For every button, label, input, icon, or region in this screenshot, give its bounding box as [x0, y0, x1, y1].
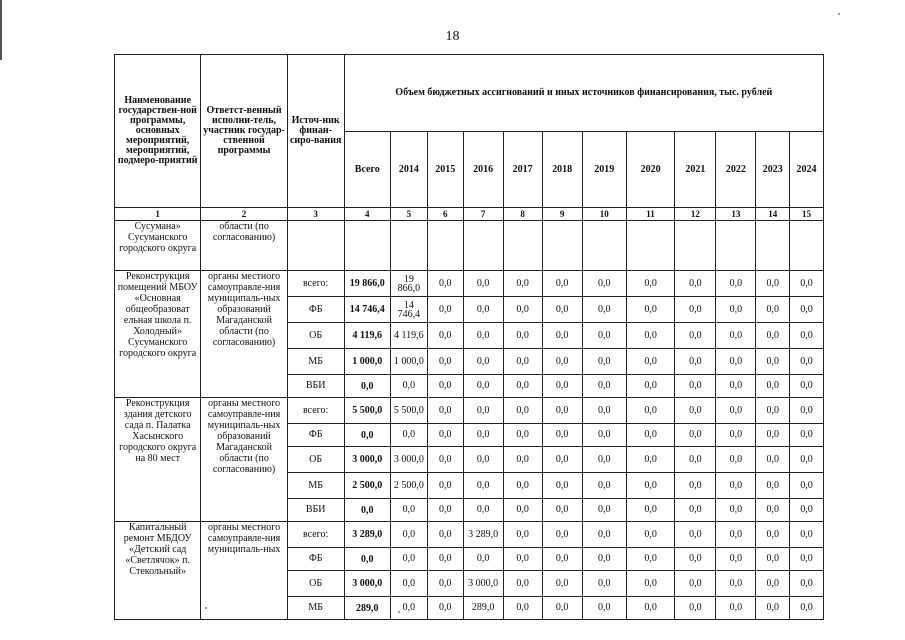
value-cell: 3 289,0 [463, 522, 503, 548]
value-cell: 0,0 [716, 447, 756, 473]
source-cell: всего: [287, 522, 344, 548]
value-cell: 0,0 [390, 571, 427, 597]
value-cell: 0,0 [790, 473, 824, 499]
value-cell: 0,0 [716, 522, 756, 548]
page-number: 18 [445, 29, 460, 44]
value-cell: 0,0 [790, 571, 824, 597]
header-year: 2023 [756, 132, 790, 208]
source-cell: ФБ [287, 548, 344, 571]
table-row [115, 398, 824, 424]
column-number: 3 [287, 208, 344, 221]
value-cell: 0,0 [626, 597, 674, 620]
header-year: 2016 [463, 132, 503, 208]
value-cell: 0,0 [542, 597, 582, 620]
value-cell: 0,0 [626, 271, 674, 297]
value-cell: 0,0 [626, 522, 674, 548]
header-year: 2017 [503, 132, 542, 208]
value-cell: 0,0 [675, 297, 716, 323]
value-cell: 0,0 [675, 323, 716, 349]
value-cell: 0,0 [626, 297, 674, 323]
value-cell: 0,0 [756, 473, 790, 499]
column-number: 7 [463, 208, 503, 221]
responsible-cell: органы местного самоуправле-ния муниципаль-ных образований Магаданской области (по согласованию) [201, 271, 287, 398]
value-cell: 0,0 [390, 375, 427, 398]
value-cell: 0,0 [503, 271, 542, 297]
table-row [115, 522, 824, 548]
value-cell: 0,0 [675, 349, 716, 375]
value-cell: 0,0 [756, 271, 790, 297]
value-cell: 0,0 [503, 522, 542, 548]
total-cell: 289,0 [344, 597, 390, 620]
value-cell: 0,0 [626, 473, 674, 499]
value-cell: 0,0 [626, 424, 674, 447]
total-cell: 3 000,0 [344, 447, 390, 473]
empty-cell [756, 221, 790, 271]
value-cell: 0,0 [427, 522, 463, 548]
total-cell: 14 746,4 [344, 297, 390, 323]
source-cell: ОБ [287, 571, 344, 597]
header-year: 2020 [626, 132, 674, 208]
empty-cell [390, 221, 427, 271]
value-cell: 0,0 [675, 499, 716, 522]
value-cell: 0,0 [790, 424, 824, 447]
program-name-cell: Капитальный ремонт МБДОУ «Детский сад «Светлячок» п. Стекольный» [115, 522, 201, 620]
header-year: 2024 [790, 132, 824, 208]
value-cell: 0,0 [756, 375, 790, 398]
value-cell: 0,0 [716, 499, 756, 522]
column-number: 11 [626, 208, 674, 221]
value-cell: 0,0 [716, 597, 756, 620]
header-year: 2015 [427, 132, 463, 208]
value-cell: 0,0 [756, 548, 790, 571]
value-cell: 0,0 [542, 548, 582, 571]
value-cell: 0,0 [503, 499, 542, 522]
value-cell: 0,0 [790, 323, 824, 349]
table-row [115, 221, 824, 271]
value-cell: 0,0 [463, 447, 503, 473]
value-cell: 0,0 [716, 424, 756, 447]
value-cell: 0,0 [756, 447, 790, 473]
budget-table [114, 54, 824, 620]
value-cell: 0,0 [503, 349, 542, 375]
value-cell: 0,0 [582, 424, 626, 447]
value-cell: 0,0 [390, 597, 427, 620]
value-cell: 0,0 [626, 323, 674, 349]
column-number: 4 [344, 208, 390, 221]
responsible-cell: органы местного самоуправле-ния муниципаль-ных образований Магаданской области (по согласованию) [201, 398, 287, 522]
value-cell: 0,0 [790, 349, 824, 375]
value-cell: 0,0 [626, 499, 674, 522]
value-cell: 0,0 [427, 271, 463, 297]
program-name-cell: Реконструкция помещений МБОУ «Основная общеобразоват ельная школа п. Холодный» Сусуманского городского округа [115, 271, 201, 398]
total-cell: 0,0 [344, 548, 390, 571]
total-cell: 5 500,0 [344, 398, 390, 424]
source-cell: ВБИ [287, 499, 344, 522]
total-cell: 0,0 [344, 424, 390, 447]
empty-cell [626, 221, 674, 271]
value-cell: 0,0 [675, 424, 716, 447]
column-number: 5 [390, 208, 427, 221]
responsible-cell: органы местного самоуправле-ния муниципаль-ных [201, 522, 287, 620]
value-cell: 0,0 [675, 271, 716, 297]
empty-cell [582, 221, 626, 271]
value-cell: 0,0 [390, 424, 427, 447]
column-number: 10 [582, 208, 626, 221]
table-row [115, 271, 824, 297]
value-cell: 0,0 [542, 522, 582, 548]
value-cell: 0,0 [790, 548, 824, 571]
value-cell: 0,0 [675, 375, 716, 398]
value-cell: 0,0 [716, 297, 756, 323]
value-cell: 0,0 [542, 349, 582, 375]
header-year: 2019 [582, 132, 626, 208]
value-cell: 0,0 [542, 473, 582, 499]
value-cell: 0,0 [626, 375, 674, 398]
value-cell: 0,0 [427, 473, 463, 499]
column-number: 6 [427, 208, 463, 221]
value-cell: 0,0 [503, 297, 542, 323]
value-cell: 0,0 [582, 571, 626, 597]
source-cell: ФБ [287, 297, 344, 323]
source-cell: МБ [287, 597, 344, 620]
value-cell: 0,0 [716, 548, 756, 571]
value-cell: 0,0 [582, 297, 626, 323]
empty-cell [427, 221, 463, 271]
empty-cell [675, 221, 716, 271]
value-cell: 0,0 [582, 375, 626, 398]
total-cell: 4 119,6 [344, 323, 390, 349]
value-cell: 0,0 [675, 571, 716, 597]
value-cell: 0,0 [756, 424, 790, 447]
value-cell: 0,0 [756, 398, 790, 424]
value-cell: 0,0 [390, 548, 427, 571]
value-cell: 0,0 [427, 424, 463, 447]
value-cell: 0,0 [582, 522, 626, 548]
column-number: 15 [790, 208, 824, 221]
program-name-cell: Сусумана» Сусуманского городского округа [115, 221, 201, 271]
value-cell: 0,0 [427, 499, 463, 522]
empty-cell [287, 221, 344, 271]
value-cell: 0,0 [503, 375, 542, 398]
value-cell: 0,0 [503, 548, 542, 571]
value-cell: 0,0 [463, 349, 503, 375]
value-cell: 0,0 [756, 323, 790, 349]
value-cell: 0,0 [582, 499, 626, 522]
value-cell: 0,0 [716, 349, 756, 375]
value-cell: 0,0 [542, 571, 582, 597]
value-cell: 0,0 [463, 473, 503, 499]
value-cell: 0,0 [582, 323, 626, 349]
value-cell: 0,0 [790, 522, 824, 548]
value-cell: 0,0 [675, 473, 716, 499]
source-cell: всего: [287, 271, 344, 297]
empty-cell [503, 221, 542, 271]
total-cell: 2 500,0 [344, 473, 390, 499]
column-number: 9 [542, 208, 582, 221]
column-number: 13 [716, 208, 756, 221]
value-cell: 0,0 [716, 571, 756, 597]
value-cell: 0,0 [463, 499, 503, 522]
value-cell: 0,0 [463, 398, 503, 424]
value-cell: 0,0 [582, 271, 626, 297]
value-cell: 0,0 [626, 548, 674, 571]
value-cell: 0,0 [790, 271, 824, 297]
value-cell: 0,0 [582, 398, 626, 424]
value-cell: 0,0 [582, 548, 626, 571]
value-cell: 0,0 [790, 398, 824, 424]
header-responsible: Ответст-венный исполни-тель, участник государ-ственной программы [201, 55, 287, 208]
value-cell: 0,0 [503, 447, 542, 473]
value-cell: 0,0 [542, 499, 582, 522]
empty-cell [790, 221, 824, 271]
source-cell: МБ [287, 473, 344, 499]
scan-speck [838, 13, 840, 15]
value-cell: 0,0 [675, 522, 716, 548]
header-year: 2018 [542, 132, 582, 208]
value-cell: 0,0 [390, 522, 427, 548]
value-cell: 0,0 [716, 323, 756, 349]
header-source: Источ-ник финан-сиро-вания [287, 55, 344, 208]
program-name-cell: Реконструкция здания детского сада п. Палатка Хасынского городского округа на 80 мест [115, 398, 201, 522]
value-cell: 0,0 [756, 499, 790, 522]
value-cell: 0,0 [716, 398, 756, 424]
value-cell: 0,0 [542, 398, 582, 424]
value-cell: 0,0 [756, 297, 790, 323]
value-cell: 0,0 [675, 597, 716, 620]
value-cell: 0,0 [675, 548, 716, 571]
value-cell: 0,0 [716, 473, 756, 499]
value-cell: 0,0 [626, 349, 674, 375]
value-cell: 0,0 [675, 447, 716, 473]
value-cell: 0,0 [756, 522, 790, 548]
value-cell: 0,0 [427, 571, 463, 597]
value-cell: 0,0 [390, 499, 427, 522]
total-cell: 0,0 [344, 375, 390, 398]
value-cell: 1 000,0 [390, 349, 427, 375]
value-cell: 0,0 [542, 271, 582, 297]
source-cell: МБ [287, 349, 344, 375]
value-cell: 0,0 [790, 597, 824, 620]
value-cell: 0,0 [427, 349, 463, 375]
value-cell: 0,0 [790, 375, 824, 398]
value-cell: 0,0 [756, 571, 790, 597]
value-cell: 0,0 [542, 424, 582, 447]
column-number: 8 [503, 208, 542, 221]
value-cell: 0,0 [756, 597, 790, 620]
value-cell: 0,0 [716, 271, 756, 297]
value-cell: 0,0 [582, 447, 626, 473]
source-cell: ВБИ [287, 375, 344, 398]
value-cell: 0,0 [582, 473, 626, 499]
value-cell: 0,0 [675, 398, 716, 424]
value-cell: 19 866,0 [390, 271, 427, 297]
value-cell: 0,0 [716, 375, 756, 398]
total-cell: 19 866,0 [344, 271, 390, 297]
value-cell: 0,0 [626, 447, 674, 473]
value-cell: 0,0 [790, 447, 824, 473]
value-cell: 14 746,4 [390, 297, 427, 323]
value-cell: 0,0 [626, 398, 674, 424]
header-name: Наименование государствен-ной программы, основных мероприятий, мероприятий, подмеро-приятий [115, 55, 201, 208]
header-volume: Объем бюджетных ассигнований и иных источников финансирования, тыс. рублей [344, 55, 823, 132]
header-year: 2022 [716, 132, 756, 208]
value-cell: 0,0 [503, 323, 542, 349]
value-cell: 5 500,0 [390, 398, 427, 424]
column-number: 2 [201, 208, 287, 221]
value-cell: 0,0 [463, 375, 503, 398]
value-cell: 289,0 [463, 597, 503, 620]
value-cell: 0,0 [503, 597, 542, 620]
value-cell: 2 500,0 [390, 473, 427, 499]
value-cell: 0,0 [790, 499, 824, 522]
header-year: 2021 [675, 132, 716, 208]
value-cell: 0,0 [503, 473, 542, 499]
value-cell: 0,0 [503, 398, 542, 424]
value-cell: 0,0 [427, 447, 463, 473]
value-cell: 0,0 [427, 548, 463, 571]
value-cell: 0,0 [756, 349, 790, 375]
value-cell: 0,0 [427, 297, 463, 323]
value-cell: 0,0 [427, 323, 463, 349]
value-cell: 0,0 [503, 571, 542, 597]
value-cell: 0,0 [582, 597, 626, 620]
value-cell: 0,0 [427, 375, 463, 398]
value-cell: 0,0 [542, 447, 582, 473]
value-cell: 0,0 [626, 571, 674, 597]
value-cell: 0,0 [427, 597, 463, 620]
value-cell: 0,0 [463, 297, 503, 323]
empty-cell [716, 221, 756, 271]
value-cell: 0,0 [542, 375, 582, 398]
column-number: 12 [675, 208, 716, 221]
value-cell: 0,0 [463, 424, 503, 447]
empty-cell [463, 221, 503, 271]
total-cell: 1 000,0 [344, 349, 390, 375]
value-cell: 3 000,0 [390, 447, 427, 473]
value-cell: 4 119,6 [390, 323, 427, 349]
value-cell: 0,0 [790, 297, 824, 323]
source-cell: ОБ [287, 447, 344, 473]
header-year: 2014 [390, 132, 427, 208]
source-cell: ФБ [287, 424, 344, 447]
column-number: 1 [115, 208, 201, 221]
header-total: Всего [344, 132, 390, 208]
responsible-cell: области (по согласованию) [201, 221, 287, 271]
total-cell: 3 289,0 [344, 522, 390, 548]
empty-cell [542, 221, 582, 271]
source-cell: всего: [287, 398, 344, 424]
value-cell: 3 000,0 [463, 571, 503, 597]
total-cell: 3 000,0 [344, 571, 390, 597]
value-cell: 0,0 [427, 398, 463, 424]
empty-cell [344, 221, 390, 271]
value-cell: 0,0 [503, 424, 542, 447]
column-number: 14 [756, 208, 790, 221]
value-cell: 0,0 [463, 271, 503, 297]
total-cell: 0,0 [344, 499, 390, 522]
source-cell: ОБ [287, 323, 344, 349]
value-cell: 0,0 [463, 323, 503, 349]
value-cell: 0,0 [582, 349, 626, 375]
value-cell: 0,0 [542, 297, 582, 323]
value-cell: 0,0 [463, 548, 503, 571]
value-cell: 0,0 [542, 323, 582, 349]
